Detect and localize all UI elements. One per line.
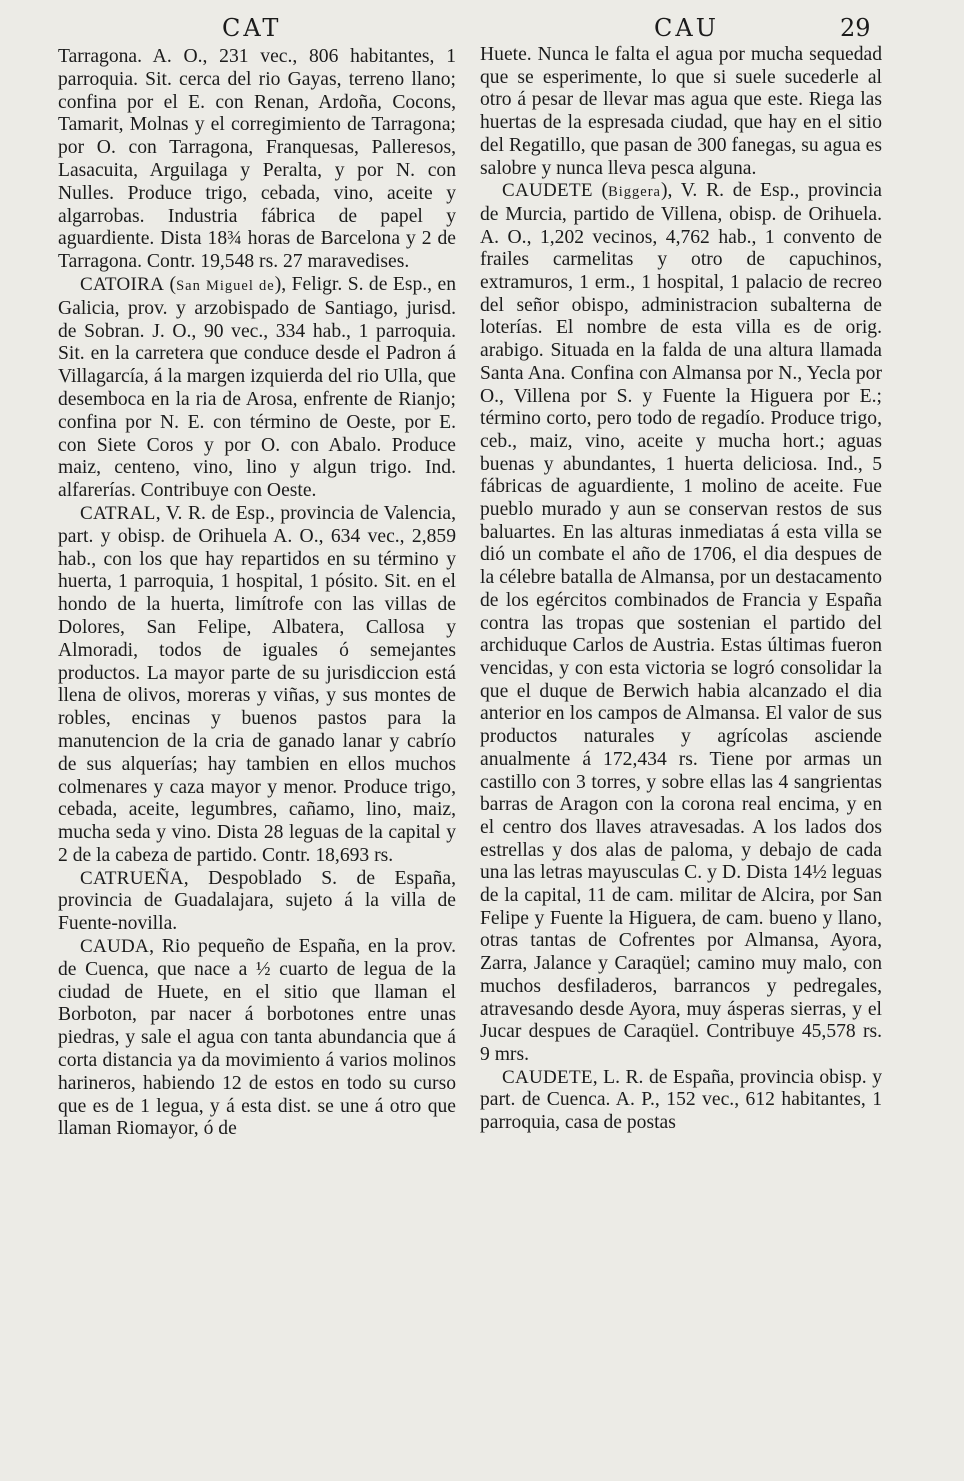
entry-headword: CATRUEÑA: [80, 867, 184, 889]
entry-text: , Feligr. S. de Esp., en Galicia, prov. y arzobispado de Santiago, jurisd. de Sobran. J. O., 90 vec., 334 hab., 1 parroquia. Sit. en la carretera que conduce desde el Padron á Villagarcía, á la margen izquierda del rio Ulla, que desemboca en la ria de Arosa, enfrente de Rianjo; confina por N. E. con término de Oeste, por E. con Siete Coros y por O. con Abalo. Produce maiz, centeno, vino, lino y algun trigo. Ind. alfarerías. Contribuye con Oeste.: [58, 273, 456, 502]
entry-text: , Rio pequeño de España, en la prov. de Cuenca, que nace a ½ cuarto de legua de la ciudad de Huete, en el sitio que llaman el Borboton, par nacer á borbotones entre unas piedras, y sale el agua con tanta abundancia que á corta distancia ya da movimiento á varios molinos harineros, habiendo 12 de estos en todo su curso que es de 1 legua, y á esta dist. se une á otro que llaman Riomayor, ó de: [58, 936, 456, 1140]
running-header: [0, 14, 964, 48]
entry-headword: CAUDETE: [502, 1066, 593, 1088]
page-number: 29: [840, 14, 871, 42]
entry-catoira: CATOIRA (San Miguel de), Feligr. S. de Esp., en Galicia, prov. y arzobispado de Santiago, jurisd. de Sobran. J. O., 90 vec., 334 hab., 1 parroquia. Sit. en la carretera que conduce desde el Padron á Villagarcía, á la margen izquierda del rio Ulla, que desemboca en la ria de Arosa, enfrente de Rianjo; confina por N. E. con término de Oeste, por E. con Siete Coros y por O. con Abalo. Produce maiz, centeno, vino, lino y algun trigo. Ind. alfarerías. Contribuye con Oeste.: [58, 273, 456, 502]
entry-cauda: [58, 936, 456, 1141]
entry-text: Tarragona. A. O., 231 vec., 806 habitantes, 1 parroquia. Sit. cerca del rio Gayas, terreno llano; confina por el E. con Renan, Ardoña, Cocons, Tamarit, Molnas y el corregimiento de Tarragona; por O. con Tarragona, Franquesas, Palleresos, Lasacuita, Arguilaga y Peralta, y por N. con Nulles. Produce trigo, cebada, vino, aceite y algarrobas. Industria fábrica de papel y aguardiente. Dista 18¾ horas de Barcelona y 2 de Tarragona. Contr. 19,548 rs. 27 maravedises.: [58, 46, 456, 273]
entry-headword: CAUDETE: [502, 180, 593, 202]
entry-continuation: [480, 44, 882, 180]
entry-text: , V. R. de Esp., provincia de Murcia, partido de Villena, obisp. de Orihuela. A. O., 1,202 vecinos, 4,762 hab., 1 convento de frailes carmelitas y otro de capuchinos, extramuros, 1 erm., 1 hospital, 1 palacio de recreo del señor obispo, administracion subalterna de loterías. El nombre de esta villa es de orig. arabigo. Situada en la falda de una altura llamada Santa Ana. Confina con Almansa por N., Yecla por O., Villena por S. y Fuente la Higuera por E.; término corto, pero todo de regadío. Produce trigo, ceb., maiz, vino, aceite y mucha hort.; aguas buenas y abundantes, 1 huerta deliciosa. Ind., 5 fábricas de aguardiente, 1 molino de aceite. Fue pueblo murado y aun se conservan restos de sus baluartes. En las alturas inmediatas á esta villa se dió un combate el año de 1706, el dia despues de la célebre batalla de Almansa, por un destacamento de los egércitos combinados de Francia y España contra las tropas que sostenian el partido del archiduque Carlos de Austria. Estas últimas fueron vencidas, y con esta victoria se logró consolidar la que el duque de Berwich habia alcanzado el dia anterior en los campos de Almansa. El valor de sus productos naturales y agrícolas asciende anualmente á 172,434 rs. Tiene por armas un castillo con 3 torres, y sobre ellas las 4 sangrientas barras de Aragon con la corona real encima, y en el centro dos llaves atravesadas. A los lados dos estrellas y dos alas de paloma, y debajo de cada una las letras mayusculas C. y D. Dista 14½ leguas de la capital, 11 de cam. militar de Alcira, por San Felipe y Fuente la Higuera, de cam. bueno y llano, otras tantas de Cofrentes por Almansa, Ayora, Zarra, Jalance y Caraqüel; camino muy malo, con muchos desfiladeros, barrancos y pedregales, atravesando desde Ayora, muy ásperas sierras, y el Jucar despues de Caraqüel. Contribuye 45,578 rs. 9 mrs.: [480, 180, 882, 1065]
entry-catral: [58, 503, 456, 868]
entry-headword: CAUDA: [80, 936, 150, 958]
right-running-head: CAU: [654, 14, 719, 42]
entry-headword: CATRAL: [80, 502, 156, 524]
entry-text: , Despoblado S. de España, provincia de Guadalajara, sujeto á la villa de Fuente-novilla.: [58, 867, 456, 935]
entry-parenthetical: San Miguel de: [176, 277, 275, 294]
entry-continuation: [58, 46, 456, 274]
left-running-head: CAT: [222, 14, 282, 42]
entry-catruena: [58, 868, 456, 936]
entry-text: Huete. Nunca le falta el agua por mucha sequedad que se esperimente, lo que si suele sucederle al otro á pesar de llevar mas agua que este. Riega las huertas de la espresada ciudad, que hay en el sitio del Regatillo, que pasan de 300 fanegas, su agua es salobre y nunca lleva pesca alguna.: [480, 44, 882, 179]
entry-parenthetical: Biggera: [608, 184, 661, 201]
entry-text: , V. R. de Esp., provincia de Valencia, part. y obisp. de Orihuela A. O., 634 vec., 2,859 hab., con los que hay repartidos en su término y huerta, 1 parroquia, 1 hospital, 1 pósito. Sit. en el hondo de la huerta, limítrofe con las villas de Dolores, San Felipe, Albatera, Callosa y Almoradi, todos de iguales ó semejantes productos. La mayor parte de su jurisdiccion está llena de olivos, moreras y viñas, y sus montes de robles, encinas y buenos pastos para la manutencion de la cria de ganado lanar y cabrío de sus alquerías; hay tambien en ellos muchos colmenares y caza mayor y menor. Produce trigo, cebada, aceite, legumbres, cañamo, lino, maiz, mucha seda y vino. Dista 28 leguas de la capital y 2 de la cabeza de partido. Contr. 18,693 rs.: [58, 502, 456, 866]
entry-text: , L. R. de España, provincia obisp. y part. de Cuenca. A. P., 152 vec., 612 habitantes, 1 parroquia, casa de postas: [480, 1066, 882, 1134]
entry-headword: CATOIRA: [80, 273, 165, 295]
entry-caudete-cuenca: [480, 1067, 882, 1135]
entry-caudete-biggera: CAUDETE (Biggera), V. R. de Esp., provincia de Murcia, partido de Villena, obisp. de Orihuela. A. O., 1,202 vecinos, 4,762 hab., 1 convento de frailes carmelitas y otro de capuchinos, extramuros, 1 erm., 1 hospital, 1 palacio de recreo del señor obispo, administracion subalterna de loterías. El nombre de esta villa es de orig. arabigo. Situada en la falda de una altura llamada Santa Ana. Confina con Almansa por N., Yecla por O., Villena por S. y Fuente la Higuera por E.; término corto, pero todo de regadío. Produce trigo, ceb., maiz, vino, aceite y mucha hort.; aguas buenas y abundantes, 1 huerta deliciosa. Ind., 5 fábricas de aguardiente, 1 molino de aceite. Fue pueblo murado y aun se conservan restos de sus baluartes. En las alturas inmediatas á esta villa se dió un combate el año de 1706, el dia despues de la célebre batalla de Almansa, por un destacamento de los egércitos combinados de Francia y España contra las tropas que sostenian el partido del archiduque Carlos de Austria. Estas últimas fueron vencidas, y con esta victoria se logró consolidar la que el duque de Berwich habia alcanzado el dia anterior en los campos de Almansa. El valor de sus productos naturales y agrícolas asciende anualmente á 172,434 rs. Tiene por armas un castillo con 3 torres, y sobre ellas las 4 sangrientas barras de Aragon con la corona real encima, y en el centro dos llaves atravesadas. A los lados dos estrellas y dos alas de paloma, y debajo de cada una las letras mayusculas C. y D. Dista 14½ leguas de la capital, 11 de cam. militar de Alcira, por San Felipe y Fuente la Higuera, de cam. bueno y llano, otras tantas de Cofrentes por Almansa, Ayora, Zarra, Jalance y Caraqüel; camino muy malo, con muchos desfiladeros, barrancos y pedregales, atravesando desde Ayora, muy ásperas sierras, y el Jucar despues de Caraqüel. Contribuye 45,578 rs. 9 mrs.: [480, 180, 882, 1065]
right-column: [480, 44, 882, 1135]
left-column: [58, 46, 456, 1141]
